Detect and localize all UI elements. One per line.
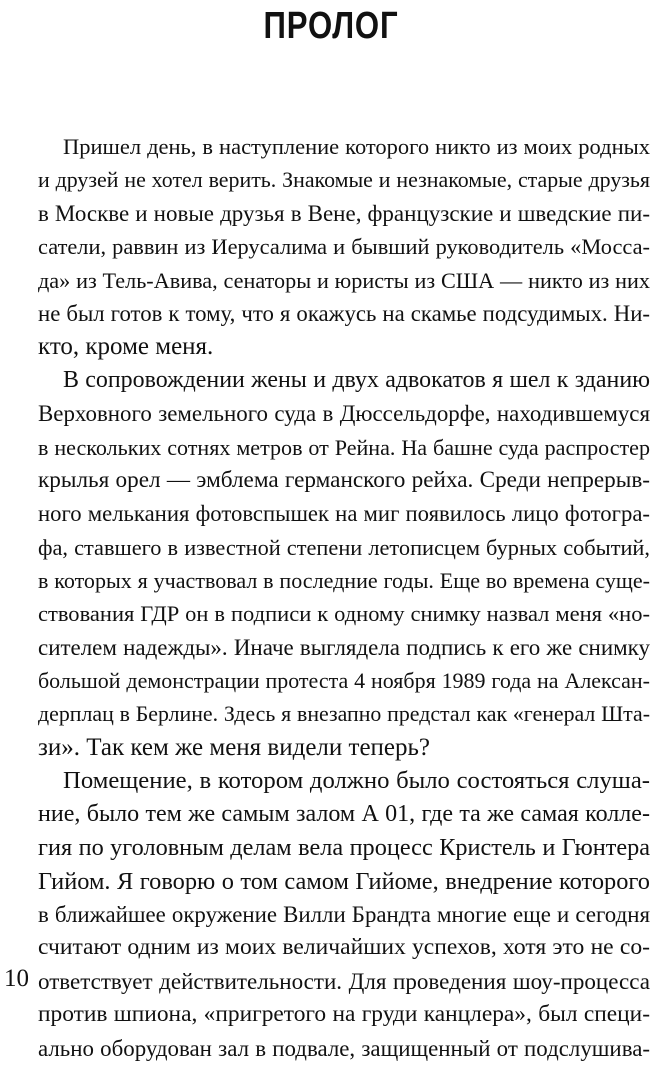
text-line: и друзей не хотел верить. Знакомые и незнакомые, старые друзья [38, 167, 650, 193]
text-line: в Москве и новые друзья в Вене, французские и шведские пи- [38, 200, 650, 226]
chapter-title: ПРОЛОГ [263, 5, 399, 47]
text-line: ние, было тем же самым залом А 01, где та же самая колле- [38, 800, 650, 827]
text-line: в которых я участвовал в последние годы. Еще во времена суще- [38, 568, 650, 594]
paragraph [38, 130, 650, 364]
text-line: большой демонстрации протеста 4 ноября 1989 года на Алексан- [38, 668, 650, 694]
text-line: фа, ставшего в известной степени летописцем бурных событий, [38, 534, 650, 560]
text-line: дерплац в Берлине. Здесь я внезапно предстал как «генерал Шта- [38, 701, 650, 726]
text-line: ствования ГДР он в подписи к одному снимку назвал меня «но- [38, 601, 650, 627]
paragraph [38, 764, 650, 1065]
text-line: сителем надежды». Иначе выглядела подпись к его же снимку [38, 634, 650, 660]
page-number: 10 [4, 965, 29, 992]
text-line: в ближайшее окружение Вилли Брандта многие еще и сегодня [38, 901, 650, 927]
text-line: Гийом. Я говорю о том самом Гийоме, внедрение которого [38, 867, 650, 895]
text-line: Верховного земельного суда в Дюссельдорфе, находившемуся [38, 401, 650, 427]
text-line: ного мелькания фотовспышек на миг появилось лицо фотогра- [38, 501, 650, 527]
text-line: сатели, раввин из Иерусалима и бывший руководитель «Мосса- [38, 234, 650, 260]
text-line: кто, кроме меня. [38, 333, 214, 361]
body-text [38, 130, 650, 1065]
text-line: крылья орел — эмблема германского рейха. Среди непрерыв- [38, 466, 650, 493]
text-line: в нескольких сотнях метров от Рейна. На башне суда распростер [38, 434, 650, 460]
text-line: гия по уголовным делам вела процесс Кристель и Гюнтера [38, 834, 650, 862]
text-line: В сопровождении жены и двух адвокатов я шел к зданию [63, 366, 650, 393]
paragraph [38, 364, 650, 765]
text-line: ально оборудован зал в подвале, защищенный от подслушива- [38, 1035, 650, 1061]
text-line: не был готов к тому, что я окажусь на скамье подсудимых. Ни- [38, 300, 650, 326]
text-line: Помещение, в котором должно было состояться слуша- [63, 767, 650, 795]
text-line: да» из Тель-Авива, сенаторы и юристы из США — никто из них [38, 267, 650, 293]
text-line: считают одним из моих величайших успехов, хотя это не со- [38, 934, 650, 961]
text-line: ответствует действительности. Для проведения шоу-процесса [38, 967, 650, 994]
text-line: зи». Так кем же меня видели теперь? [38, 734, 431, 762]
text-line: против шпиона, «пригретого на груди канцлера», был специ- [38, 1001, 650, 1028]
text-line: Пришел день, в наступление которого никто из моих родных [63, 134, 650, 159]
